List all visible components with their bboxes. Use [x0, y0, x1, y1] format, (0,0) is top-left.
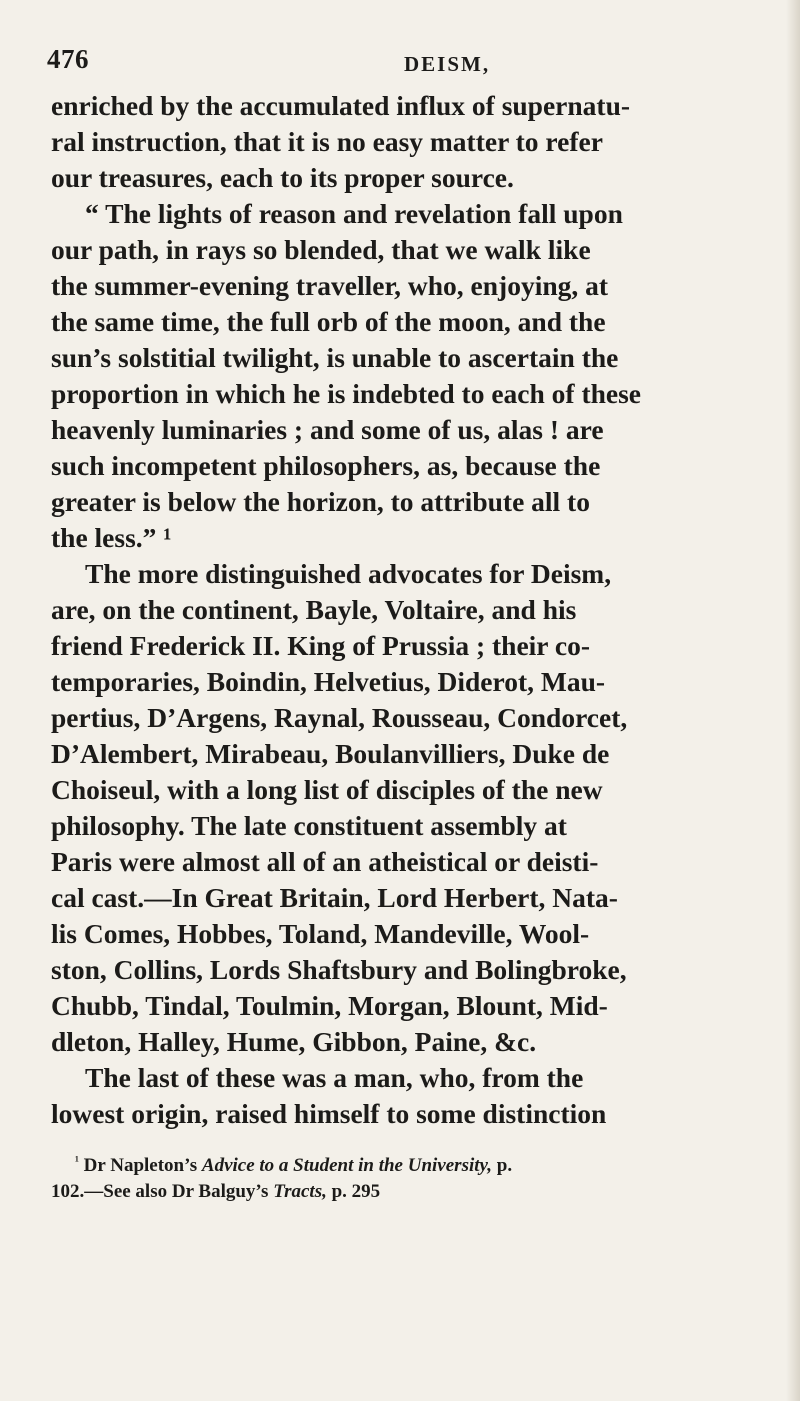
running-head: DEISM,: [404, 52, 491, 76]
footnote-title: Advice to a Student in the University,: [201, 1155, 492, 1176]
text-line: D’Alembert, Mirabeau, Boulanvilliers, Duke de: [51, 738, 610, 769]
text-line: Chubb, Tindal, Toulmin, Morgan, Blount, Mid-: [51, 990, 608, 1021]
text-line: Choiseul, with a long list of disciples of the new: [51, 774, 603, 805]
text-line: the summer-evening traveller, who, enjoying, at: [51, 270, 609, 301]
text-line: are, on the continent, Bayle, Voltaire, and his: [51, 594, 577, 625]
text-line: lis Comes, Hobbes, Toland, Mandeville, Wool-: [51, 918, 590, 949]
text-line: Paris were almost all of an atheistical or deisti-: [51, 846, 599, 877]
text-line: philosophy. The late constituent assembly at: [51, 810, 567, 841]
page-edge-shadow: [786, 0, 800, 1401]
text-line: sun’s solstitial twilight, is unable to ascertain the: [51, 342, 619, 373]
page-number: 476: [47, 44, 89, 74]
text-line: dleton, Halley, Hume, Gibbon, Paine, &c.: [51, 1026, 537, 1057]
text-line: The last of these was a man, who, from the: [85, 1062, 584, 1093]
text-line: proportion in which he is indebted to each of these: [51, 378, 642, 409]
text-line: such incompetent philosophers, as, because the: [51, 450, 601, 481]
text-line: ral instruction, that it is no easy matter to refer: [51, 126, 603, 157]
footnote-text: p. 295: [326, 1181, 381, 1202]
footnote-text: Dr Napleton’s: [83, 1155, 202, 1176]
text-line: The more distinguished advocates for Deism,: [85, 558, 612, 589]
text-line: our path, in rays so blended, that we walk like: [51, 234, 591, 265]
footnote-text: p.: [492, 1155, 513, 1176]
text-line: temporaries, Boindin, Helvetius, Diderot, Mau-: [51, 666, 606, 697]
footnote-title: Tracts,: [273, 1181, 327, 1202]
text-line: enriched by the accumulated influx of supernatu-: [51, 90, 631, 121]
text-line: the same time, the full orb of the moon, and the: [51, 306, 606, 337]
footnote-mark: ¹: [75, 1153, 79, 1168]
text-line: greater is below the horizon, to attribute all to: [51, 486, 590, 517]
footnote-text: 102.—See also Dr Balguy’s: [51, 1181, 274, 1202]
footnote-line: [51, 1181, 380, 1203]
text-line: cal cast.—In Great Britain, Lord Herbert, Nata-: [51, 882, 618, 913]
footnote-line: [75, 1153, 512, 1177]
text-line: pertius, D’Argens, Raynal, Rousseau, Condorcet,: [51, 702, 628, 733]
text-line: ston, Collins, Lords Shaftsbury and Bolingbroke,: [51, 954, 627, 985]
text-line: the less.” ¹: [51, 522, 172, 553]
text-line: friend Frederick II. King of Prussia ; their co-: [51, 630, 590, 661]
text-line: lowest origin, raised himself to some distinction: [51, 1098, 607, 1129]
text-line: heavenly luminaries ; and some of us, alas ! are: [51, 414, 604, 445]
text-line: our treasures, each to its proper source.: [51, 162, 514, 193]
text-line: “ The lights of reason and revelation fall upon: [85, 198, 623, 229]
